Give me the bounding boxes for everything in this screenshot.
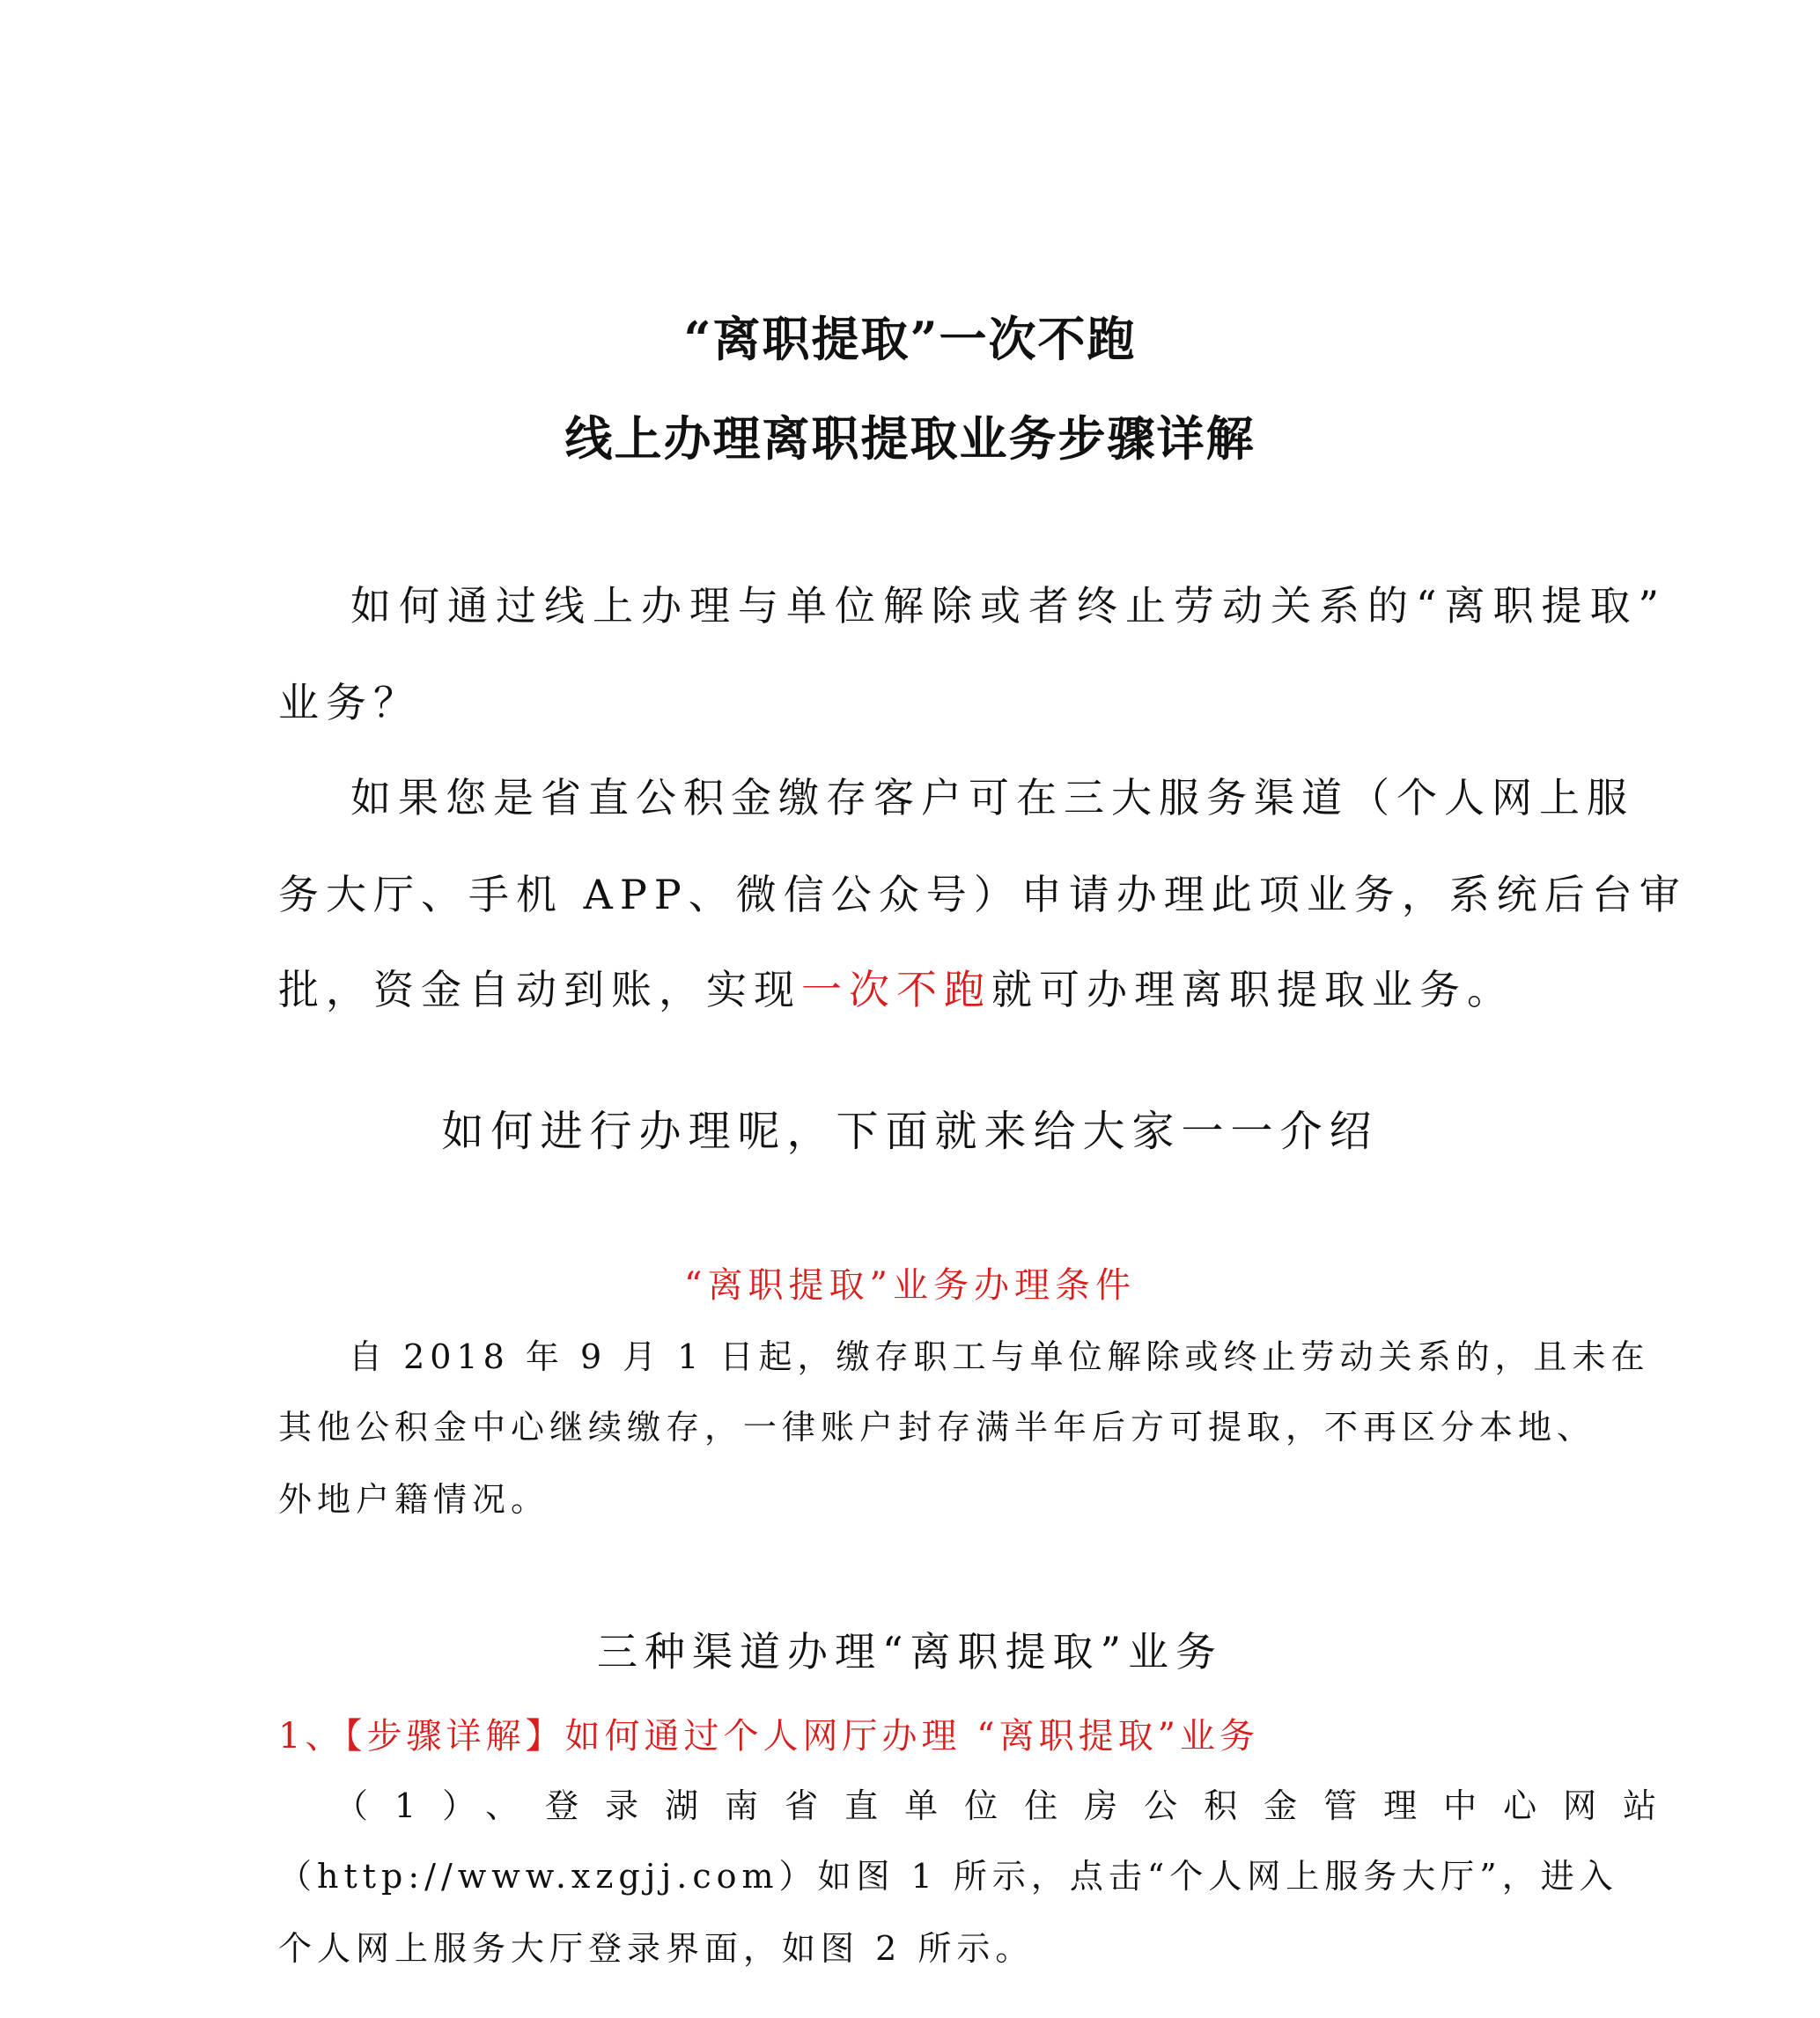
intro-text-after-highlight: 就可办理离职提取业务。 [991, 966, 1514, 1013]
step-1-line-2: （http://www.xzgjj.com）如图 1 所示，点击“个人网上服务大厅”，进入 [278, 1857, 1618, 1896]
how-to-intro: 如何进行办理呢，下面就来给大家一一介绍 [441, 1107, 1379, 1156]
intro-text-before-highlight: 批，资金自动到账，实现 [278, 966, 801, 1013]
intro-paragraph-line-3 [278, 958, 1514, 1016]
page-title-line-1: “离职提取”一次不跑 [683, 311, 1137, 367]
step-1-title: 1、【步骤详解】如何通过个人网厅办理 “离职提取”业务 [278, 1716, 1260, 1757]
step-1-line-1: （1）、登录湖南省直单位住房公积金管理中心网站 [335, 1786, 1684, 1825]
step-1-line-3: 个人网上服务大厅登录界面，如图 2 所示。 [278, 1929, 1035, 1968]
intro-paragraph-line-1: 如果您是省直公积金缴存客户可在三大服务渠道（个人网上服 [350, 774, 1634, 821]
page-title-line-2: 线上办理离职提取业务步骤详解 [564, 410, 1256, 467]
conditions-heading: “离职提取”业务办理条件 [684, 1265, 1136, 1306]
conditions-line-2: 其他公积金中心继续缴存，一律账户封存满半年后方可提取，不再区分本地、 [278, 1408, 1596, 1447]
channels-heading: 三种渠道办理“离职提取”业务 [596, 1628, 1224, 1676]
highlight-no-trip: 一次不跑 [801, 966, 991, 1013]
conditions-line-1: 自 2018 年 9 月 1 日起，缴存职工与单位解除或终止劳动关系的，且未在 [349, 1337, 1650, 1376]
intro-question-line-2: 业务？ [278, 679, 421, 726]
conditions-line-3: 外地户籍情况。 [278, 1480, 550, 1519]
intro-paragraph-line-2: 务大厅、手机 APP、微信公众号）申请办理此项业务，系统后台审 [278, 871, 1687, 918]
intro-question-line-1: 如何通过线上办理与单位解除或者终止劳动关系的“离职提取” [350, 582, 1668, 630]
